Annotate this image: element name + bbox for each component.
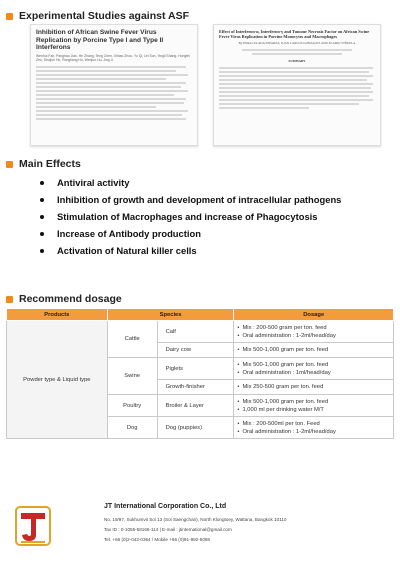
- paper-right[interactable]: [213, 24, 381, 146]
- company-name: JT International Corporation Co., Ltd: [104, 503, 227, 510]
- paper-right-body: [214, 67, 380, 109]
- effects-list: [40, 174, 341, 259]
- list-item: Stimulation of Macrophages and increase of Phagocytosis: [40, 208, 341, 225]
- section-title: Recommend dosage: [19, 293, 122, 305]
- bullet-icon: [40, 215, 44, 219]
- section-title: Experimental Studies against ASF: [19, 10, 189, 22]
- list-item: Antiviral activity: [40, 174, 341, 191]
- list-item: Activation of Natural killer cells: [40, 242, 341, 259]
- bullet-icon: [40, 249, 44, 253]
- species-cattle: Cattle: [107, 321, 157, 358]
- bullet-icon: [40, 198, 44, 202]
- table-row: [7, 321, 394, 343]
- sub-species-growth-finisher: Growth-finisher: [157, 380, 234, 395]
- dosage-piglets: • Mix 500-1,000 gram per ton. feed • Oral administration : 1ml/head/day: [234, 358, 394, 380]
- orange-square-icon: [6, 296, 13, 303]
- product-cell: Powder type & Liquid type: [7, 321, 108, 439]
- section-main-effects-header: [6, 158, 81, 170]
- company-address: No. 19/97, Sukhumvit Soi 13 (Soi Saengchan), North Klongtoey, Wattana, Bangkok 10110: [104, 517, 287, 522]
- company-logo: [14, 505, 52, 547]
- species-swine: Swine: [107, 358, 157, 395]
- dosage-broiler-layer: • Mix 500-1,000 gram per ton. feed • 1,000 ml per drinking water M/T: [234, 395, 394, 417]
- section-experimental-header: [6, 10, 189, 22]
- orange-square-icon: [6, 13, 13, 20]
- paper-left-title: Inhibition of African Swine Fever Virus Replication by Porcine Type I and Type II Interferons: [36, 29, 164, 51]
- paper-right-authors: By INMACULADA ESPARZA, JUAN CARLOS GONZALEZ AND ELADIO VIÑUELA: [238, 41, 356, 45]
- footer: [0, 490, 400, 565]
- list-item: Inhibition of growth and development of intracellular pathogens: [40, 191, 341, 208]
- list-item: Increase of Antibody production: [40, 225, 341, 242]
- sub-species-broiler-layer: Broiler & Layer: [157, 395, 234, 417]
- dosage-dairy-cow: • Mix 500-1,000 gram per ton. feed: [234, 343, 394, 358]
- sub-species-calf: Calf: [157, 321, 234, 343]
- dosage-calf: • Mix : 200-500 gram per ton. feed • Oral administration : 1-2ml/head/day: [234, 321, 394, 343]
- dosage-puppies: • Mix : 200-500ml per ton. Feed • Oral administration : 1-2ml/head/day: [234, 417, 394, 439]
- bullet-icon: [40, 232, 44, 236]
- species-poultry: Poultry: [107, 395, 157, 417]
- header-species: Species: [107, 309, 234, 321]
- table-header-row: [7, 309, 394, 321]
- sub-species-dairy-cow: Dairy cow: [157, 343, 234, 358]
- section-dosage-header: [6, 293, 122, 305]
- company-phone: Tel. +66 (0)2-043-0364 / Mobile +66 (0)91-992-5068: [104, 537, 210, 542]
- sub-species-piglets: Piglets: [157, 358, 234, 380]
- orange-square-icon: [6, 161, 13, 168]
- section-title: Main Effects: [19, 158, 81, 170]
- paper-right-title: Effect of Interferon-α, Interferon-γ and Tumour Necrosis Factor on African Swine Fever Virus Replication in Porcine Monocytes and Macrophages: [219, 29, 370, 39]
- company-tax-email: Tax ID : 0-1055-58166-114 | E-mail : jtinternational@gmail.com: [104, 527, 232, 532]
- paper-previews: [30, 24, 386, 144]
- dosage-growth-finisher: • Mix 250-500 gram per ton. feed: [234, 380, 394, 395]
- bullet-icon: [40, 181, 44, 185]
- species-dog: Dog: [107, 417, 157, 439]
- dosage-table: [6, 308, 394, 439]
- header-dosage: Dosage: [234, 309, 394, 321]
- sub-species-puppies: Dog (puppies): [157, 417, 234, 439]
- paper-left[interactable]: [30, 24, 198, 146]
- paper-left-body: [31, 66, 197, 120]
- paper-left-authors: Wenhui Fan, Panghao Jiao, He Zhang, Teng Chen, Xintao Zhou, Yu Qi, Lei Sun, Yingli Shang, Hongfei Zhu, Shuijun Hu, Rongliang Hu, Wenjun Liu, Jing Li: [36, 53, 190, 62]
- header-products: Products: [7, 309, 108, 321]
- paper-right-summary-heading: SUMMARY: [288, 59, 306, 63]
